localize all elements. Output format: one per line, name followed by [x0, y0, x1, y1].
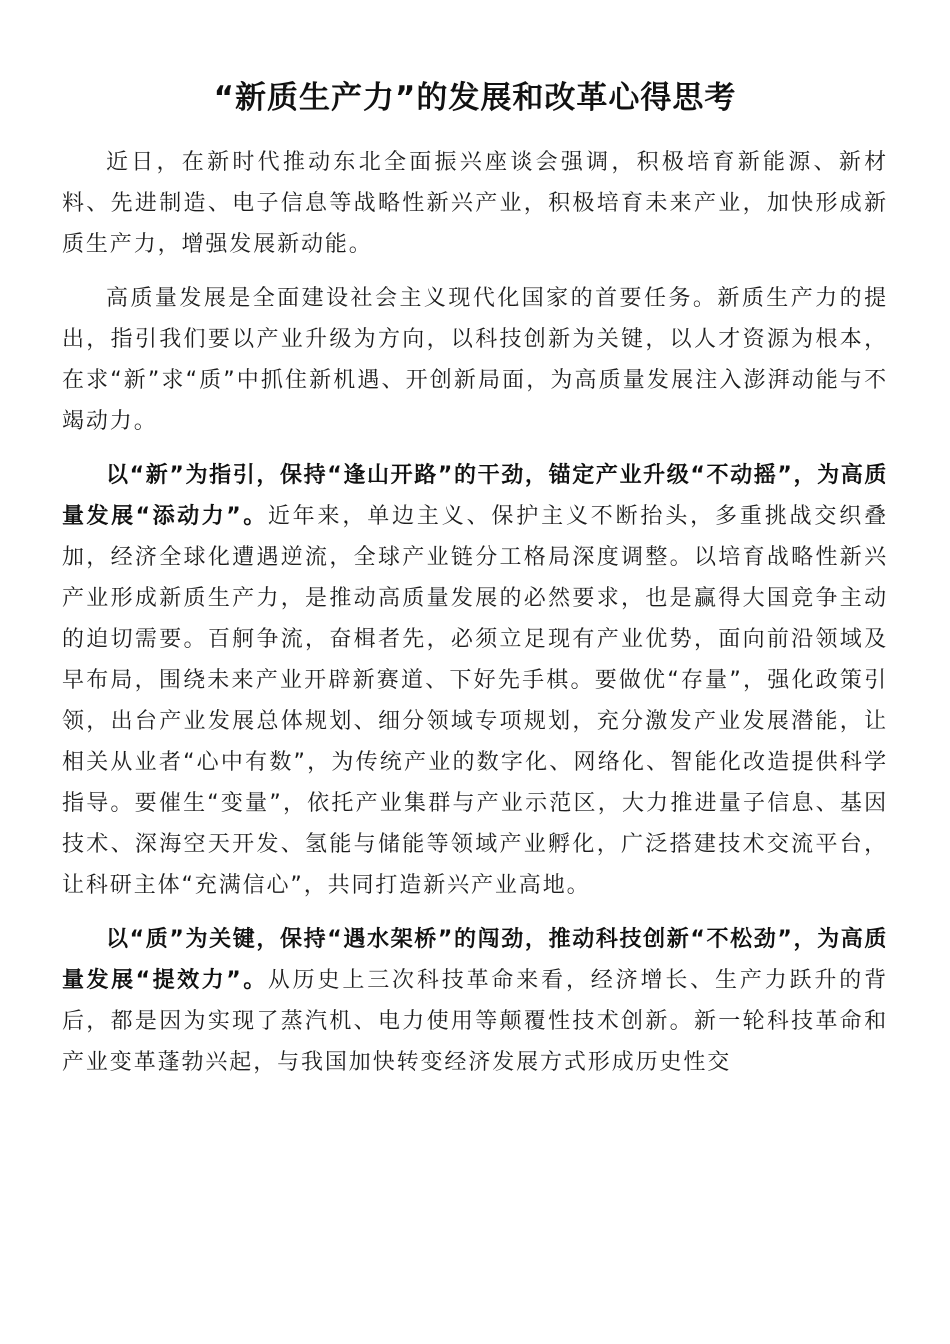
- paragraph-4: [62, 919, 888, 1083]
- paragraph-4-lead: 以“质”为关键，保持“遇水架桥”的闯劲，推动科技创新“不松劲”，为高质量发展“提效力”。: [62, 927, 888, 993]
- paragraph-4-text: 从历史上三次科技革命来看，经济增长、生产力跃升的背后，都是因为实现了蒸汽机、电力使用等颠覆性技术创新。新一轮科技革命和产业变革蓬勃兴起，与我国加快转变经济发展方式形成历史性交: [62, 968, 888, 1075]
- paragraph-2: [62, 278, 888, 442]
- paragraph-3: [62, 455, 888, 906]
- paragraph-1-text: 近日，在新时代推动东北全面振兴座谈会强调，积极培育新能源、新材料、先进制造、电子信息等战略性新兴产业，积极培育未来产业，加快形成新质生产力，增强发展新动能。: [62, 150, 888, 257]
- document-title: “新质生产力”的发展和改革心得思考: [213, 80, 737, 116]
- paragraph-3-text: 近年来，单边主义、保护主义不断抬头，多重挑战交织叠加，经济全球化遭遇逆流，全球产业链分工格局深度调整。以培育战略性新兴产业形成新质生产力，是推动高质量发展的必然要求，也是赢得大国竞争主动的迫切需要。百舸争流，奋楫者先，必须立足现有产业优势，面向前沿领域及早布局，围绕未来产业开辟新赛道、下好先手棋。要做优“存量”，强化政策引领，出台产业发展总体规划、细分领域专项规划，充分激发产业发展潜能，让相关从业者“心中有数”，为传统产业的数字化、网络化、智能化改造提供科学指导。要催生“变量”，依托产业集群与产业示范区，大力推进量子信息、基因技术、深海空天开发、氢能与储能等领域产业孵化，广泛搭建技术交流平台，让科研主体“充满信心”，共同打造新兴产业高地。: [62, 504, 888, 898]
- paragraph-1: [62, 142, 888, 265]
- paragraph-3-lead: 以“新”为指引，保持“逢山开路”的干劲，锚定产业升级“不动摇”，为高质量发展“添动力”。: [62, 463, 888, 529]
- paragraph-2-text: 高质量发展是全面建设社会主义现代化国家的首要任务。新质生产力的提出，指引我们要以产业升级为方向，以科技创新为关键，以人才资源为根本，在求“新”求“质”中抓住新机遇、开创新局面，为高质量发展注入澎湃动能与不竭动力。: [62, 286, 888, 434]
